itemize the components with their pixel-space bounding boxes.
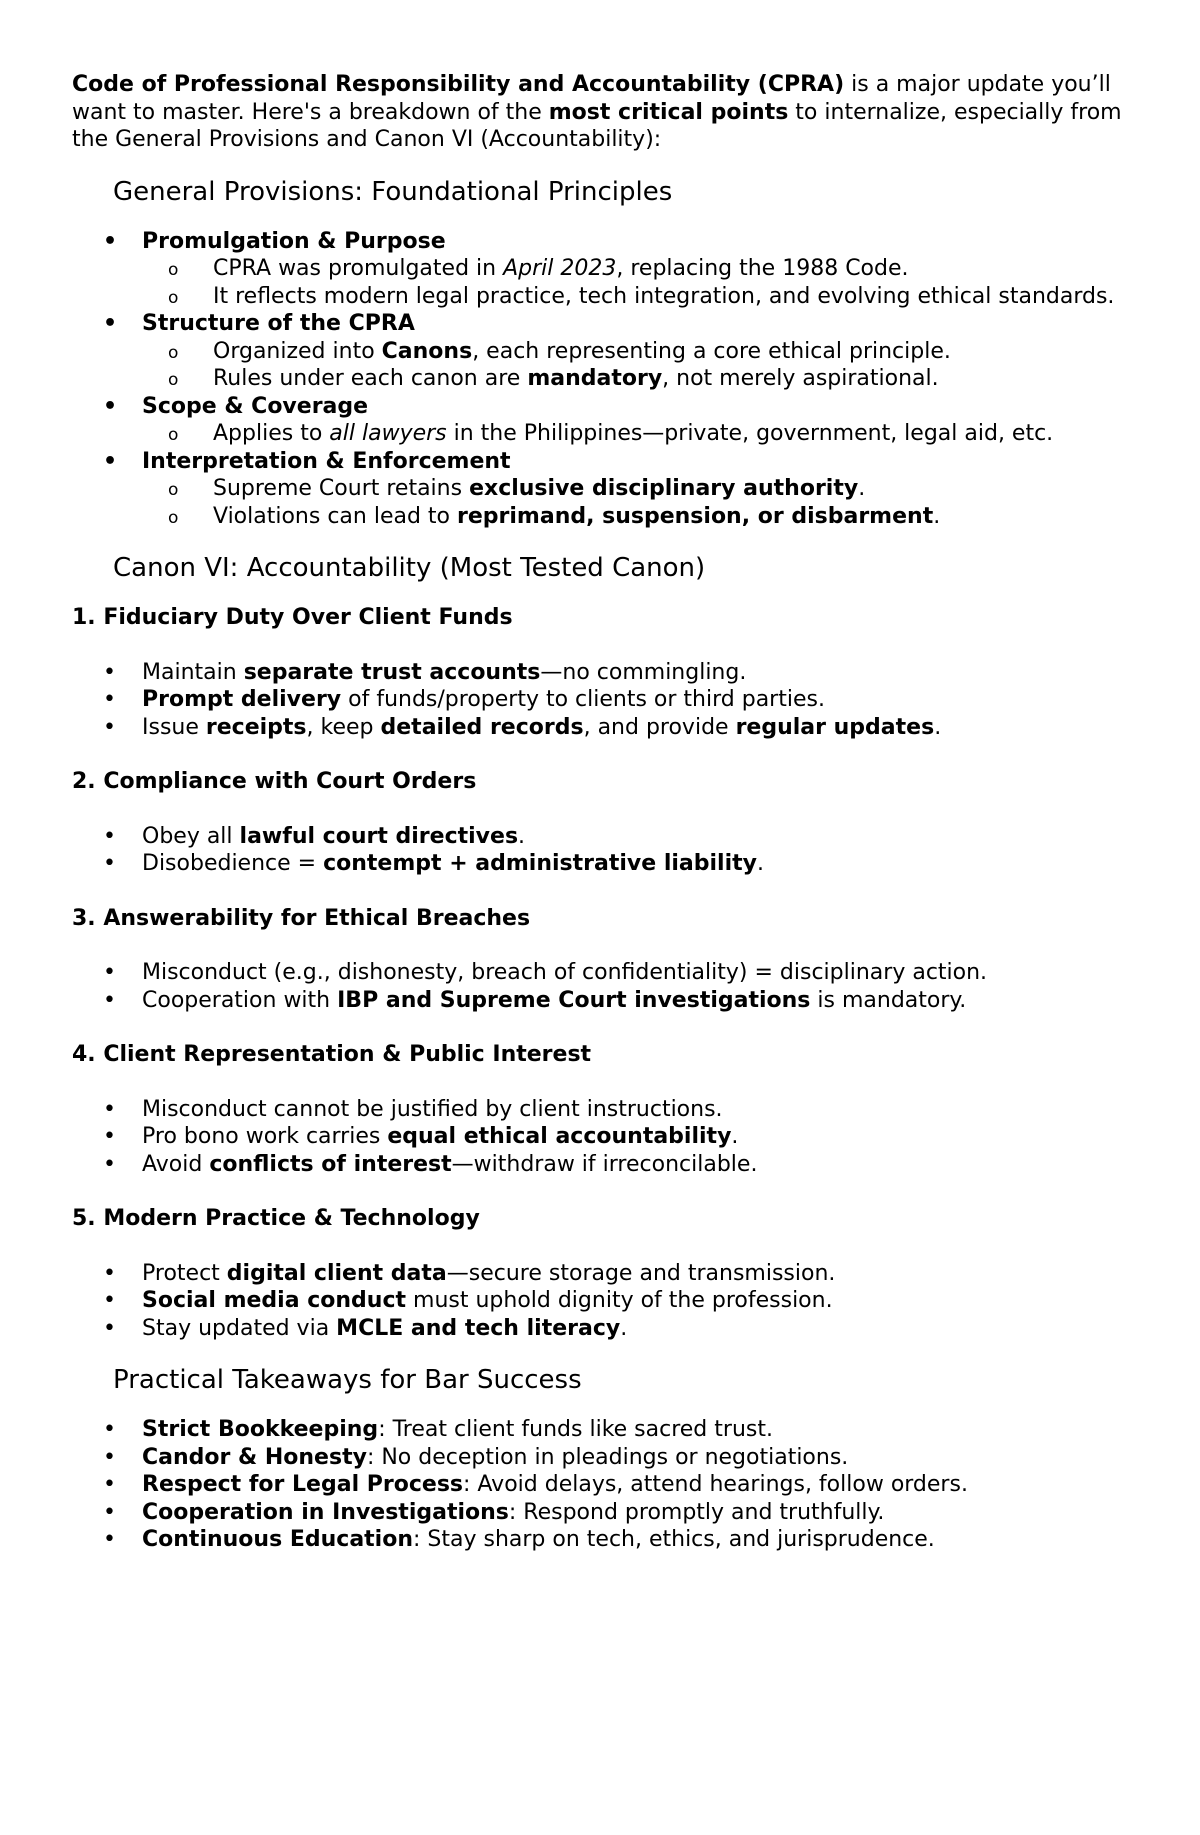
bullet-list <box>72 659 1140 742</box>
list-item: • Pro bono work carries equal ethical accountability. <box>72 1123 1140 1151</box>
section-heading: 1. Fiduciary Duty Over Client Funds <box>72 605 513 630</box>
bullet-list <box>72 1096 1140 1179</box>
section-heading: 3. Answerability for Ethical Breaches <box>72 905 531 931</box>
sub-list-item: o Organized into Canons, each representing a core ethical principle. <box>72 338 1140 366</box>
list-item: • Cooperation in Investigations: Respond promptly and truthfully. <box>72 1499 1140 1527</box>
bullet-list <box>72 959 1140 1014</box>
list-item: • Misconduct cannot be justified by client instructions. <box>72 1096 1140 1124</box>
list-item: • Avoid conflicts of interest—withdraw if irreconcilable. <box>72 1151 1140 1179</box>
takeaways-list <box>72 1416 1140 1554</box>
section-heading: 4. Client Representation & Public Interest <box>72 1042 592 1067</box>
takeaways-heading: Practical Takeaways for Bar Success <box>113 1365 582 1395</box>
list-item: • Candor & Honesty: No deception in pleadings or negotiations. <box>72 1444 1140 1472</box>
intro-paragraph: Code of Professional Responsibility and Accountability (CPRA) is a major update you’ll want to master. Here's a breakdown of the most critical points to internalize, especially from the General Provisions and Canon VI (Accountability): <box>72 72 1122 152</box>
list-item: • Social media conduct must uphold dignity of the profession. <box>72 1287 1140 1315</box>
sub-list-item: o CPRA was promulgated in April 2023, replacing the 1988 Code. <box>72 255 1140 283</box>
sub-list-item: o Supreme Court retains exclusive disciplinary authority. <box>72 475 1140 503</box>
general-provisions-list <box>72 228 1140 531</box>
list-item: • Cooperation with IBP and Supreme Court investigations is mandatory. <box>72 987 1140 1015</box>
bullet-list <box>72 823 1140 878</box>
sub-list-item: o Applies to all lawyers in the Philippines—private, government, legal aid, etc. <box>72 420 1140 448</box>
section-heading: 5. Modern Practice & Technology <box>72 1206 480 1231</box>
bullet-list <box>72 1260 1140 1343</box>
list-item: • Maintain separate trust accounts—no commingling. <box>72 659 1140 687</box>
list-item: • Protect digital client data—secure storage and transmission. <box>72 1260 1140 1288</box>
list-item: • Stay updated via MCLE and tech literacy. <box>72 1315 1140 1343</box>
list-item: • Interpretation & Enforcement <box>72 448 1140 476</box>
list-item: • Promulgation & Purpose <box>72 228 1140 256</box>
list-item: • Scope & Coverage <box>72 393 1140 421</box>
section-heading: 2. Compliance with Court Orders <box>72 769 477 794</box>
list-item: • Prompt delivery of funds/property to clients or third parties. <box>72 686 1140 714</box>
list-item: • Respect for Legal Process: Avoid delays, attend hearings, follow orders. <box>72 1471 1140 1499</box>
canon-vi-heading: Canon VI: Accountability (Most Tested Canon) <box>113 553 706 583</box>
sub-list-item: o Violations can lead to reprimand, suspension, or disbarment. <box>72 503 1140 531</box>
general-provisions-heading: General Provisions: Foundational Principles <box>113 176 673 207</box>
list-item: • Obey all lawful court directives. <box>72 823 1140 851</box>
list-item: • Strict Bookkeeping: Treat client funds like sacred trust. <box>72 1416 1140 1444</box>
list-item: • Structure of the CPRA <box>72 310 1140 338</box>
sub-list-item: o Rules under each canon are mandatory, not merely aspirational. <box>72 365 1140 393</box>
list-item: • Misconduct (e.g., dishonesty, breach of confidentiality) = disciplinary action. <box>72 959 1140 987</box>
list-item: • Issue receipts, keep detailed records, and provide regular updates. <box>72 714 1140 742</box>
list-item: • Disobedience = contempt + administrative liability. <box>72 850 1140 878</box>
sub-list-item: o It reflects modern legal practice, tech integration, and evolving ethical standards. <box>72 283 1140 311</box>
list-item: • Continuous Education: Stay sharp on tech, ethics, and jurisprudence. <box>72 1526 1140 1554</box>
